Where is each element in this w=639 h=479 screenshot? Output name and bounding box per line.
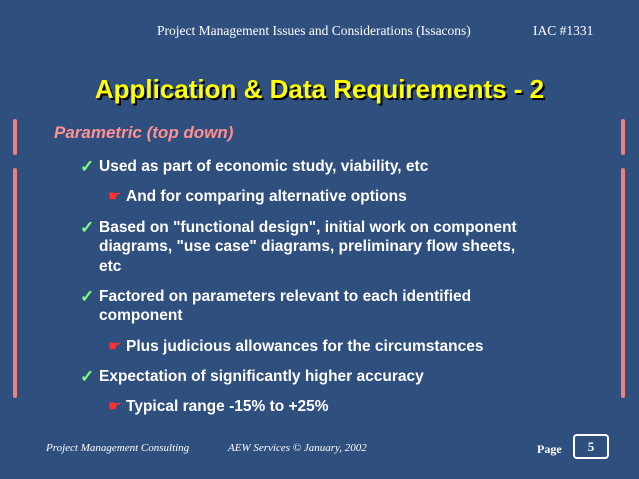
left-rail-lower — [13, 168, 17, 398]
slide-title: Application & Data Requirements - 2 — [94, 74, 545, 104]
check-icon: ✓ — [80, 287, 95, 306]
bullet-3-line-2: component — [99, 307, 183, 324]
bullet-1-sub-1: And for comparing alternative options — [126, 188, 407, 205]
bullet-2-line-2: diagrams, "use case" diagrams, preliminary flow sheets, — [99, 238, 516, 255]
header-title: Project Management Issues and Considerations (Issacons) — [157, 23, 471, 38]
page-label: Page — [537, 442, 562, 456]
pointing-hand-icon: ☛ — [108, 338, 122, 355]
bullet-4-sub-1: Typical range -15% to +25% — [126, 398, 329, 415]
right-rail-upper — [621, 119, 625, 155]
bullet-4-line-1: Expectation of significantly higher accuracy — [99, 368, 424, 385]
pointing-hand-icon: ☛ — [108, 398, 122, 415]
bullet-2-line-1: Based on "functional design", initial work on component — [99, 219, 517, 236]
bullet-3-line-1: Factored on parameters relevant to each identified — [99, 288, 472, 305]
section-subtitle: Parametric (top down) — [54, 123, 234, 142]
check-icon: ✓ — [80, 157, 95, 176]
check-icon: ✓ — [80, 367, 95, 386]
bullet-2-line-3: etc — [99, 258, 122, 275]
footer-company: Project Management Consulting — [46, 442, 190, 454]
bullet-3-sub-1: Plus judicious allowances for the circumstances — [126, 338, 484, 355]
right-rail-lower — [621, 168, 625, 398]
footer-copyright: AEW Services © January, 2002 — [228, 442, 367, 454]
pointing-hand-icon: ☛ — [108, 188, 122, 205]
check-icon: ✓ — [80, 218, 95, 237]
left-rail-upper — [13, 119, 17, 155]
header-code: IAC #1331 — [533, 23, 594, 38]
page-number: 5 — [573, 434, 609, 459]
bullet-1-line-1: Used as part of economic study, viability, etc — [99, 158, 429, 175]
